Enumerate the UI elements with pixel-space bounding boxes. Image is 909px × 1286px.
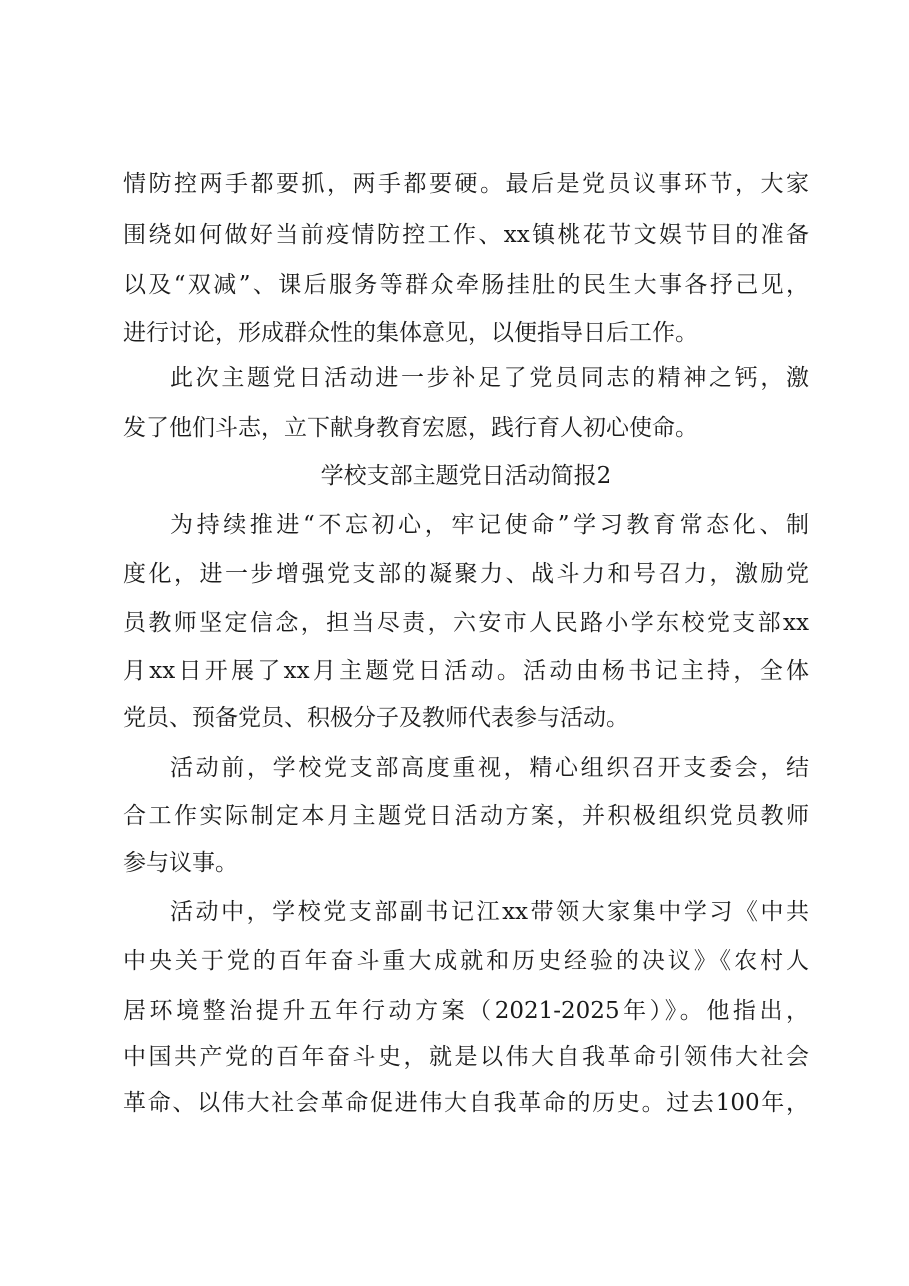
text-line: 月xx日开展了xx月主题党日活动。活动由杨书记主持，全体: [123, 658, 809, 684]
text-line: 合工作实际制定本月主题党日活动方案，并积极组织党员教师: [123, 803, 809, 829]
text-line: 此次主题党日活动进一步补足了党员同志的精神之钙，激: [170, 365, 809, 391]
text-line: 度化，进一步增强党支部的凝聚力、战斗力和号召力，激励党: [123, 561, 809, 587]
text-line: 中央关于党的百年奋斗重大成就和历史经验的决议》《农村人: [123, 948, 809, 974]
section-title: 学校支部主题党日活动简报2: [320, 463, 612, 489]
text-line: 情防控两手都要抓，两手都要硬。最后是党员议事环节，大家: [123, 171, 809, 197]
text-line: 以及“双减”、课后服务等群众牵肠挂肚的民生大事各抒己见，: [123, 272, 809, 298]
text-line: 党员、预备党员、积极分子及教师代表参与活动。: [123, 705, 629, 731]
text-line: 活动前，学校党支部高度重视，精心组织召开支委会，结: [170, 755, 809, 781]
text-line: 围绕如何做好当前疫情防控工作、xx镇桃花节文娱节目的准备: [123, 222, 809, 248]
text-line: 中国共产党的百年奋斗史，就是以伟大自我革命引领伟大社会: [123, 1044, 809, 1070]
text-line: 员教师坚定信念，担当尽责，六安市人民路小学东校党支部xx: [123, 610, 809, 636]
text-line: 参与议事。: [123, 850, 238, 876]
text-line: 居环境整治提升五年行动方案（2021-2025年）》。他指出，: [123, 998, 809, 1024]
text-line: 进行讨论，形成群众性的集体意见，以便指导日后工作。: [123, 320, 698, 346]
text-line: 革命、以伟大社会革命促进伟大自我革命的历史。过去100年，: [123, 1090, 809, 1116]
text-line: 为持续推进“不忘初心，牢记使命”学习教育常态化、制: [170, 512, 809, 538]
text-line: 活动中，学校党支部副书记江xx带领大家集中学习《中共: [170, 899, 809, 925]
text-line: 发了他们斗志，立下献身教育宏愿，践行育人初心使命。: [123, 415, 698, 441]
